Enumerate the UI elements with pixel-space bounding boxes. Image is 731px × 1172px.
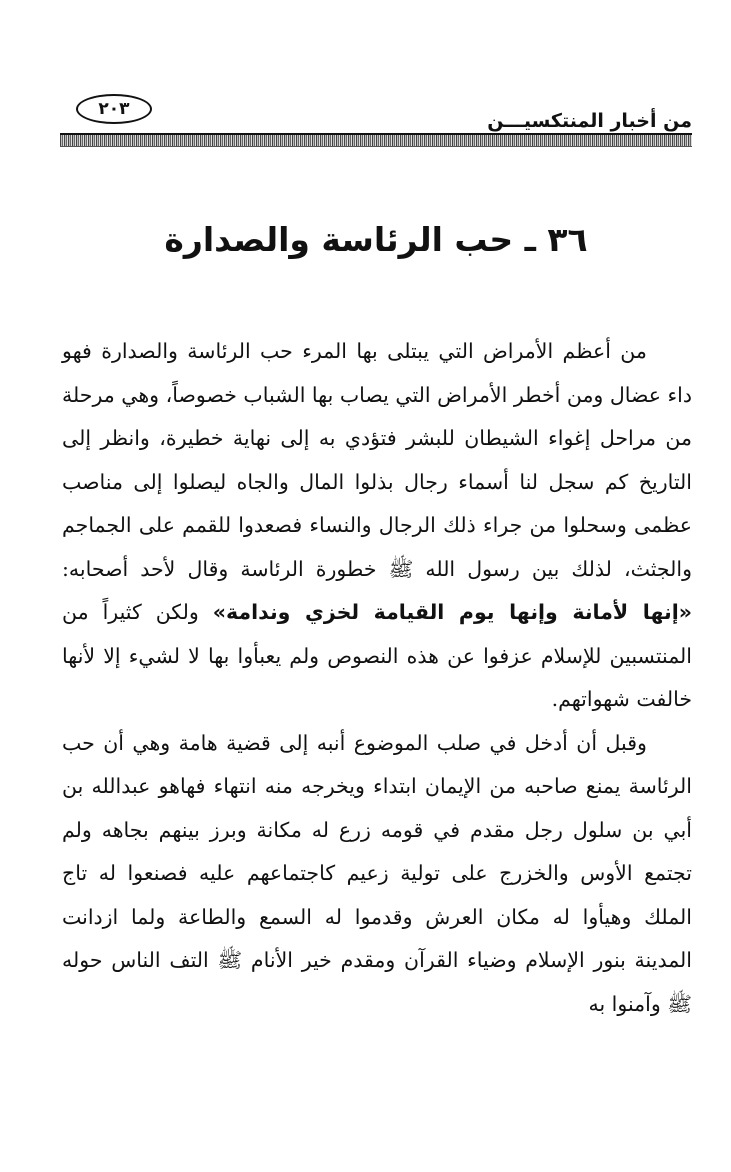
paragraph-1-continuation: ولكن كثيراً من المنتسبين للإسلام عزفوا عن هذه النصوص ولم يعبأوا بها لا لشيء إلا لأنها خالفت شهواتهم. — [62, 600, 692, 711]
paragraph-2: وقبل أن أدخل في صلب الموضوع أنبه إلى قضية هامة وهي أن حب الرئاسة يمنع صاحبه من الإيمان ابتداء ويخرجه منه انتهاء فهاهو عبدالله بن أبي بن سلول رجل مقدم في قومه زرع له مكانة وبرز بينهم بجاهه ولم تجتمع الأوس والخزرج على تولية زعيم كاجتماعهم عليه فصنعوا له تاج الملك وهيأوا له مكان العرش وقدموا له السمع والطاعة ولما ازدانت المدينة بنور الإسلام وضياء القرآن ومقدم خير الأنام ﷺ التف الناس حوله ﷺ وآمنوا به — [62, 730, 692, 1016]
paragraph-1-text: من أعظم الأمراض التي يبتلى بها المرء حب الرئاسة والصدارة فهو داء عضال ومن أخطر الأمراض التي يصاب بها الشباب خصوصاً، وهي مرحلة من مراحل إغواء الشيطان للبشر فتؤدي به إلى نهاية خطيرة، وانظر إلى التاريخ كم سجل لنا أسماء رجال بذلوا المال والجاه ليصلوا إلى مناصب عظمى وسحلوا من جراء ذلك الرجال والنساء فصعدوا للقمم على الجماجم والجثث، لذلك بين رسول الله ﷺ خطورة الرئاسة وقال لأحد أصحابه: — [62, 339, 692, 581]
paragraph-1 — [62, 330, 692, 722]
chapter-title: ٣٦ ـ حب الرئاسة والصدارة — [164, 220, 588, 259]
body-text — [62, 330, 692, 1026]
page-header — [60, 88, 692, 130]
header-divider — [60, 133, 692, 147]
page-number: ٢٠٣ — [76, 94, 152, 124]
hadith-quote: «إنها لأمانة وإنها يوم القيامة لخزي وندامة» — [212, 600, 692, 624]
running-title: من أخبار المنتكسيـــن — [487, 110, 692, 132]
